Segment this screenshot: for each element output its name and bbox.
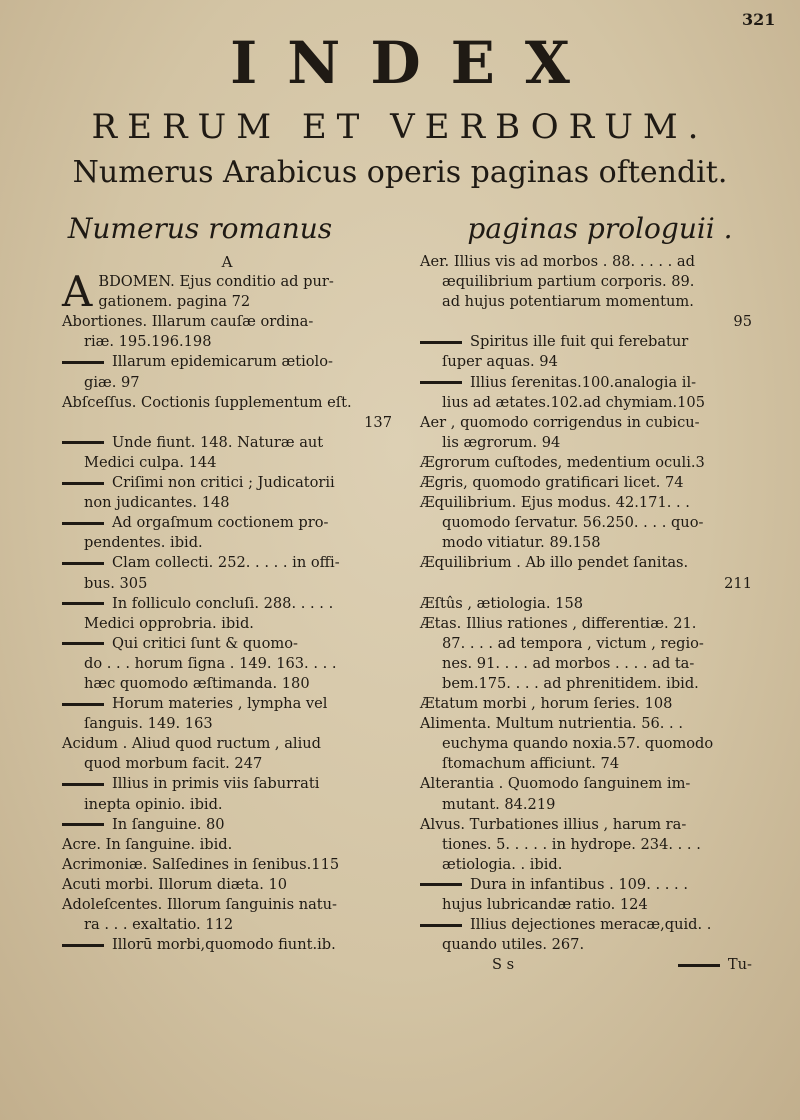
index-entry: ad hujus potentiarum momentum.	[442, 293, 694, 311]
index-entry: giæ. 97	[84, 373, 140, 391]
index-entry: Qui critici ſunt & quomo-	[62, 634, 392, 654]
dash-rule	[62, 944, 104, 947]
index-entry: euchyma quando noxia.57. quomodo	[442, 735, 714, 753]
index-heading: INDEX	[230, 29, 600, 97]
dash-rule	[62, 642, 104, 645]
index-entry: In ſanguine. 80	[62, 815, 392, 835]
index-entry: Ægris, quomodo gratificari licet. 74	[420, 474, 684, 492]
index-entry: Æquilibrium . Ab illo pendet ſanitas.	[420, 554, 689, 572]
subject-heading: RERUM ET VERBORUM.	[91, 107, 709, 147]
index-entry: Adoleſcentes. Illorum ſanguinis natu-	[62, 896, 337, 913]
pagination-note: Numerus Arabicus operis paginas oftendit.	[72, 155, 728, 190]
signature-line	[420, 955, 752, 975]
index-entry: lis ægrorum. 94	[442, 433, 561, 451]
index-entry: Abortiones. Illarum cauſæ ordina-	[62, 313, 314, 331]
dash-rule	[420, 341, 462, 344]
index-entry: Aer , quomodo corrigendus in cubicu-	[420, 413, 700, 431]
index-entry: ABDOMEN. Ejus conditio ad pur-	[62, 267, 334, 317]
drop-capital: A	[62, 267, 93, 317]
page-number: 321	[742, 10, 776, 29]
index-entry: hæc quomodo æſtimanda. 180	[84, 674, 310, 692]
index-entry: modo vitiatur. 89.158	[442, 534, 601, 552]
index-entry: Clam collecti. 252. . . . . in offi-	[62, 553, 392, 573]
index-entry: ſuper aquas. 94	[442, 353, 558, 371]
index-entry: nes. 91. . . . ad morbos . . . . ad ta-	[442, 654, 695, 672]
index-entry: Alimenta. Multum nutrientia. 56. . .	[420, 715, 683, 733]
index-entry: Acidum . Aliud quod ructum , aliud	[62, 735, 321, 753]
catchword: Tu-	[678, 955, 752, 975]
index-entry: Criſimi non critici ; Judicatorii	[62, 473, 392, 493]
index-entry: æquilibrium partium corporis. 89.	[442, 273, 695, 291]
index-entry: Dura in infantibus . 109. . . . .	[420, 875, 752, 895]
index-entry: Acre. In ſanguine. ibid.	[62, 835, 233, 853]
dash-rule	[420, 883, 462, 886]
index-entry: pendentes. ibid.	[84, 534, 203, 552]
index-entry: mutant. 84.219	[442, 795, 556, 813]
index-entry: do . . . horum ſigna . 149. 163. . . .	[84, 654, 337, 672]
index-entry: Illius dejectiones meracæ,quid. .	[420, 915, 752, 935]
index-entry: Acrimoniæ. Salſedines in ſenibus.115	[62, 855, 340, 873]
dash-rule	[62, 823, 104, 826]
left-column	[62, 252, 392, 955]
index-entry: bus. 305	[84, 574, 148, 592]
index-entry: bem.175. . . . ad phrenitidem. ibid.	[442, 674, 699, 692]
letter-heading: A	[221, 253, 233, 271]
index-entry: Medici opprobria. ibid.	[84, 614, 254, 632]
index-entry: 87. . . . ad tempora , victum , regio-	[442, 634, 704, 652]
dash-rule	[420, 381, 462, 384]
index-entry: Ætas. Illius rationes , differentiæ. 21.	[420, 614, 697, 632]
dash-rule	[62, 562, 104, 565]
dash-rule	[62, 703, 104, 706]
index-entry: ra . . . exaltatio. 112	[84, 916, 234, 934]
index-entry: Medici culpa. 144	[84, 453, 217, 471]
index-entry: non judicantes. 148	[84, 494, 230, 512]
index-entry: Aer. Illius vis ad morbos . 88. . . . . ad	[420, 253, 695, 270]
index-entry: Æquilibrium. Ejus modus. 42.171. . .	[420, 494, 690, 512]
index-entry: Horum materies , lympha vel	[62, 694, 392, 714]
dash-rule	[420, 924, 462, 927]
index-entry: tiones. 5. . . . . in hydrope. 234. . . .	[442, 835, 701, 853]
dash-rule	[62, 441, 104, 444]
index-entry: In folliculo concluſi. 288. . . . .	[62, 594, 392, 614]
index-entry: 211	[724, 574, 752, 592]
index-entry: Illarum epidemicarum ætiolo-	[62, 352, 392, 372]
index-entry: Illius ſerenitas.100.analogia il-	[420, 373, 752, 393]
index-entry: Ætatum morbi , horum ſeries. 108	[420, 695, 673, 713]
index-entry: ſanguis. 149. 163	[84, 715, 213, 733]
index-entry: 137	[364, 413, 392, 431]
index-entry: Æſtûs , ætiologia. 158	[420, 594, 584, 612]
right-column	[420, 252, 752, 975]
index-entry: quod morbum facit. 247	[84, 755, 263, 773]
index-entry: 95	[733, 313, 752, 331]
index-entry: Illorū morbi,quomodo fiunt.ib.	[62, 935, 392, 955]
index-entry: quando utiles. 267.	[442, 936, 585, 954]
index-entry: Illius in primis viis ſaburrati	[62, 774, 392, 794]
index-entry: Alterantia . Quomodo ſanguinem im-	[420, 775, 691, 793]
index-entry: Spiritus ille fuit qui ferebatur	[420, 332, 752, 352]
index-entry: Abſceſſus. Coctionis ſupplementum eſt.	[62, 393, 352, 411]
dash-rule	[62, 783, 104, 786]
dash-rule	[62, 482, 104, 485]
index-entry: Ad orgaſmum coctionem pro-	[62, 513, 392, 533]
dash-rule	[678, 964, 720, 967]
index-entry: hujus lubricandæ ratio. 124	[442, 896, 648, 913]
index-entry: Acuti morbi. Illorum diæta. 10	[62, 875, 288, 893]
index-entry: Unde fiunt. 148. Naturæ aut	[62, 433, 392, 453]
dash-rule	[62, 602, 104, 605]
left-column-heading: Numerus romanus	[67, 212, 333, 245]
index-entry: lius ad ætates.102.ad chymiam.105	[442, 393, 705, 411]
signature-mark: S s	[492, 956, 515, 974]
dash-rule	[62, 522, 104, 525]
index-entry: riæ. 195.196.198	[84, 333, 212, 351]
right-column-heading: paginas prologuii .	[467, 212, 733, 245]
index-entry: inepta opinio. ibid.	[84, 795, 223, 813]
index-entry: ſtomachum afficiunt. 74	[442, 755, 620, 773]
index-entry: gationem. pagina 72	[98, 293, 251, 311]
index-entry: quomodo ſervatur. 56.250. . . . quo-	[442, 514, 704, 532]
index-entry: ætiologia. . ibid.	[442, 855, 563, 873]
index-entry: Ægrorum cuſtodes, medentium oculi.3	[420, 453, 705, 471]
dash-rule	[62, 361, 104, 364]
index-entry: Alvus. Turbationes illius , harum ra-	[420, 815, 687, 833]
